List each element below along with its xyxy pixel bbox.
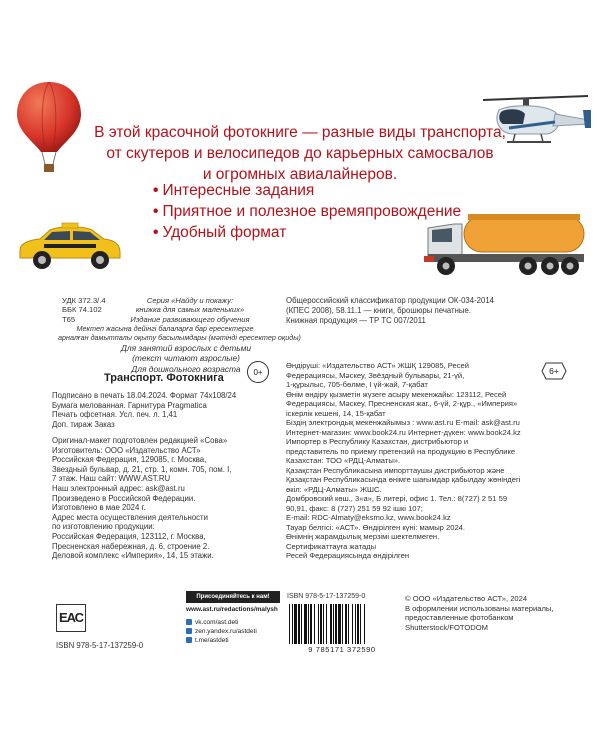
barcode-picture — [287, 604, 397, 644]
publisher-kz-line: Қазақстан Республикасында өнімге шағымдар қабылдау жөніндегі — [286, 475, 521, 484]
barcode-bar — [335, 604, 337, 644]
barcode-bar — [298, 604, 300, 644]
zen-icon — [186, 628, 192, 634]
publisher-kz-line: Казахстан: ТОО «РДЦ-Алматы». — [286, 456, 401, 465]
publisher-kz-line: Ресей Федерациясында өндірілген — [286, 551, 410, 560]
publisher-line: Изготовитель: ООО «Издательство АСТ» — [52, 445, 201, 455]
publisher-line: Звездный бульвар, д. 21, стр. 1, комн. 705, пом. I, — [52, 464, 232, 474]
barcode-bar — [342, 604, 343, 644]
publisher-kz-line: Біздің электрондық мекенжайымыз : www.ast.ru E-mail: ask@ast.ru — [286, 418, 520, 427]
feature-list — [153, 180, 461, 243]
feature-item: • Удобный формат — [153, 224, 287, 241]
kz-audience-line: Мектеп жасына дейінгі балаларға бар ересектерге — [76, 324, 254, 333]
hero-line: В этой красочной фотокниге — разные виды транспорта, — [94, 124, 506, 141]
hero-description — [60, 122, 540, 185]
publisher-kz — [286, 361, 521, 561]
ru-audience-line: Для занятий взрослых с детьми — [120, 343, 252, 353]
feature-item: • Приятное и полезное времяпровождение — [153, 203, 462, 220]
publisher-line: Пресненская набережная, д. 6, строение 2. — [52, 541, 210, 551]
book-title: Транспорт. Фотокнига — [104, 372, 224, 384]
printing-line: Доп. тираж Заказ — [52, 419, 115, 429]
barcode-bar — [314, 604, 315, 644]
series-block — [120, 296, 260, 324]
barcode-bar — [352, 604, 353, 644]
kz-audience — [58, 324, 301, 343]
publisher-kz-line: 90,91, факс: 8 (727) 251 59 92 ішкі 107; — [286, 503, 423, 513]
hero-line: и огромных авиалайнеров. — [202, 166, 398, 183]
copyright-line: предоставленные фотобанком — [405, 613, 514, 623]
barcode-bar — [323, 604, 324, 644]
barcode-bar — [326, 604, 327, 644]
barcode-bar — [320, 604, 322, 644]
feature-item: • Интересные задания — [153, 182, 315, 199]
barcode-bar — [308, 604, 309, 644]
catalog-codes — [62, 296, 106, 324]
barcode-digits: 9 785171 372590 — [308, 645, 376, 654]
barcode-bar — [364, 604, 365, 644]
barcode-bar — [355, 604, 356, 644]
barcode-bar — [289, 604, 290, 644]
publisher-line: Наш электронный адрес: ask@ast.ru — [52, 483, 185, 493]
age-rating-badge-6 — [541, 362, 567, 380]
author-code: Т65 — [62, 314, 76, 324]
zen-link[interactable]: zen.yandex.ru/astdeti — [186, 627, 257, 636]
isbn-left: ISBN 978-5-17-137259-0 — [56, 641, 144, 650]
barcode-bar — [333, 604, 334, 644]
copyright-line: © ООО «Издательство АСТ», 2024 — [405, 594, 528, 603]
publisher-line: 7 этаж. Наш сайт: WWW.AST.RU — [52, 474, 171, 484]
publisher-kz-line: Федерациясы, Мәскеу, Пресненская жаг., 6-үй, 2-құр., «Империя» — [286, 399, 518, 408]
publisher-kz-line: Өнімнің жарамдылық мерзімі шектелмеген. — [286, 532, 440, 541]
publisher-kz-line: Қазақстан Республикасына импорттаушы дистрибьютор және — [286, 465, 505, 475]
barcode-bar — [292, 604, 293, 644]
age-rating-badge: 0+ — [247, 361, 269, 383]
vk-icon — [186, 619, 192, 625]
publisher-line: Произведено в Российской Федерации. — [52, 493, 196, 503]
barcode-bar — [357, 604, 359, 644]
publisher-ru — [52, 436, 231, 561]
publisher-kz-line: E-mail: RDC-Almaty@eksmo.kz, www.book24.kz — [286, 513, 451, 522]
publisher-line: Изготовлено в мае 2024 г. — [52, 503, 146, 513]
printing-line: Бумага мелованная. Гарнитура Pragmatica — [52, 400, 207, 410]
bbk-code: ББК 74.102 — [62, 305, 102, 315]
printing-line: Подписано в печать 18.04.2024. Формат 74х108/24 — [52, 391, 237, 400]
barcode-bar — [330, 604, 332, 644]
publisher-kz-line: 1-құрылыс, 705-бөлме, I үй-жай, 7-қабат — [286, 380, 428, 389]
series-line: книжка для самых маленьких» — [135, 305, 245, 315]
printing-line: Печать офсетная. Усл. печ. л. 1,41 — [52, 410, 178, 420]
publisher-kz-line: представитель по приему претензий на продукцию в Республике — [286, 446, 516, 456]
edition-line: Издание развивающего обучения — [130, 314, 250, 324]
publisher-kz-line: іскерлік кешені, 14, 15-қабат — [286, 408, 386, 418]
eac-mark: ЕАС — [56, 604, 86, 632]
barcode-bar — [304, 604, 307, 644]
publisher-line: Российская Федерация, 123112, г. Москва, — [52, 531, 206, 541]
barcode-bar — [310, 604, 312, 644]
publisher-kz-line: Домбровский көш., 3«а», Б литері, офис 1. Тел.: 8(727) 2 51 59 — [286, 494, 508, 503]
publisher-kz-line: Интернет-магазин: www.book24.ru Интернет-дүкен: www.book24.kz — [286, 427, 521, 437]
vk-link[interactable]: vk.com/ast.deti — [186, 618, 257, 627]
isbn-top: ISBN 978-5-17-137259-0 — [287, 593, 366, 600]
hero-line: от скутеров и велосипедов до карьерных самосвалов — [106, 145, 494, 162]
telegram-link[interactable]: t.me/astdeti — [186, 636, 257, 645]
udk-code: УДК 372.3/.4 — [62, 296, 106, 305]
classifier-line: Книжная продукция — ТР ТС 007/2011 — [286, 315, 426, 325]
classifier-block — [286, 296, 494, 325]
copyright-line: Shutterstock/FOTODOM — [405, 622, 488, 632]
publisher-line: Российская Федерация, 129085, г. Москва, — [52, 455, 207, 465]
barcode-bar — [318, 604, 319, 644]
join-us-banner: Присоединяйтесь к нам! — [186, 591, 280, 603]
barcode-bar — [294, 604, 297, 644]
barcode-bar — [345, 604, 347, 644]
taxi-car-picture — [14, 220, 124, 272]
publisher-line: Адрес места осуществления деятельности — [52, 512, 208, 522]
barcode-bar — [338, 604, 341, 644]
classifier-line: (КПЕС 2008), 58.11.1 — книги, брошюры печатные. — [286, 305, 472, 315]
website-link[interactable]: www.ast.ru/redactions/malysh — [186, 606, 278, 613]
publisher-kz-line: өкіл: «РДЦ-Алматы» ЖШС. — [286, 484, 382, 494]
barcode-bar — [301, 604, 302, 644]
publisher-line: по изготовлению продукции: — [52, 522, 155, 532]
publisher-kz-line: Импортер в Республику Казахстан, дистрибьютор и — [286, 437, 469, 446]
publisher-kz-line: Сертификаттауға жатады — [286, 541, 377, 551]
barcode-bar — [360, 604, 361, 644]
series-line: Серия «Найду и покажу: — [146, 296, 234, 305]
copyright-block — [405, 594, 553, 632]
telegram-icon — [186, 637, 192, 643]
barcode-bar — [348, 604, 349, 644]
copyright-line: В оформлении использованы материалы, — [405, 603, 554, 613]
publisher-line: Оригинал-макет подготовлен редакцией «Сова» — [52, 436, 228, 445]
publisher-line: Деловой комплекс «Империя», 14, 15 этажи. — [52, 551, 214, 561]
social-links — [186, 618, 257, 645]
publisher-kz-line: Федерациясы, Мәскеу, Звёздный бульвары, 21-үй, — [286, 370, 465, 380]
age-rating-6-text: 6+ — [549, 366, 559, 376]
publisher-kz-line: Өндіруші: «Издательство АСТ» ЖШҚ 129085, Ресей — [286, 361, 469, 370]
ru-audience-line: Для дошкольного возраста — [131, 363, 241, 374]
printing-info — [52, 391, 236, 429]
publisher-kz-line: Тауар белгісі: «АСТ». Өндірілген күні: мамыр 2024. — [286, 522, 465, 532]
publisher-kz-line: Өнім өндіру қызметін жүзеге асыру мекенжайы: 123112, Ресей — [286, 389, 507, 399]
ru-audience-line: (текст читают взрослые) — [132, 353, 240, 364]
kz-audience-line: арналған дамытпалы оқыту басылымдары (мәтінді ересектер оқиды) — [58, 333, 301, 343]
classifier-line: Общероссийский классификатор продукции ОК-034-2014 — [286, 296, 495, 305]
